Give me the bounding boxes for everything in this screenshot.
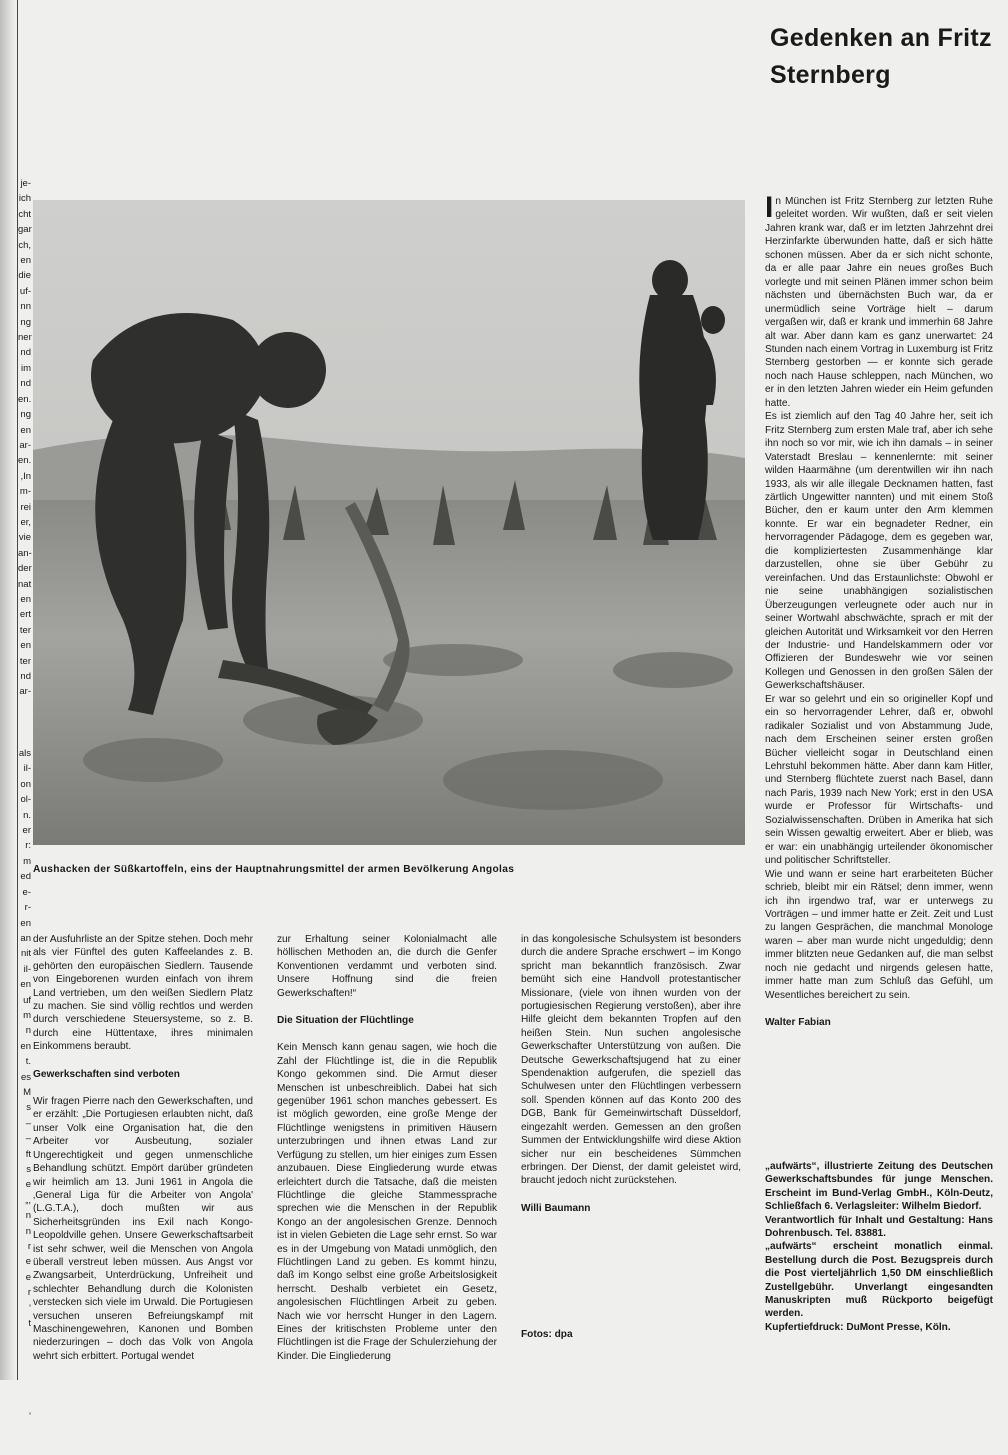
margin-fragment: ng [20, 316, 31, 328]
margin-fragment: an- [18, 547, 32, 559]
margin-fragment: er, [20, 516, 31, 528]
paragraph [765, 191, 993, 410]
margin-fragment: en [20, 424, 31, 436]
margin-fragment: r [27, 1241, 31, 1253]
paragraph: Kein Mensch kann genau sagen, wie hoch die Zahl der Flüchtlinge ist, die in die Republik Kongo gekommen sind. Die Armut dieser Menschen ist unbeschreiblich. Dabei hat sich gegenüber 1961 schon manches gebessert. Es ist möglich geworden, eine große Menge der Flüchtlinge wenigstens in primitiven Häusern unterzubringen und ihnen etwas Land zur Verfügung zu stellen, um hier einiges zum Essen anzubauen. Diese Eingliederung wurde etwas erleichtert durch die Tatsache, daß die meisten Flüchtlinge die gleiche Stammessprache sprechen wie die Menschen in der Republik Kongo an der angolesischen Grenze. Dennoch ist in vielen Gebieten die Lage sehr ernst. So war es in der Umgebung von Matadi unmöglich, den Flüchtlingen Land zu geben. Es kommt hinzu, daß im Kongo selbst eine große Arbeitslosigkeit herrscht. Deshalb verbietet ein Gesetz, angolesischen Flüchtlingen Arbeit zu geben. Nach wie vor herrscht Hunger in den Lagern. Eines der kritischsten Probleme unter den Flüchtlingen ist die Frage der Schulerziehung der Kinder. Die Eingliederung [277, 1042, 497, 1362]
margin-fragment: ,In [20, 470, 31, 482]
margin-fragment [18, 1378, 31, 1393]
imprint-line: Kupfertiefdruck: DuMont Presse, Köln. [765, 1321, 951, 1333]
margin-fragment: m [23, 855, 31, 867]
margin-fragment: en [20, 593, 31, 605]
margin-fragment: il- [23, 763, 31, 775]
photo-credit: Fotos: dpa [521, 1329, 573, 1340]
margin-fragment: n [25, 1025, 31, 1037]
margin-fragment: ol- [20, 794, 31, 806]
imprint-colophon [765, 1160, 993, 1334]
margin-fragment: M [23, 1086, 31, 1098]
paragraph: Es ist ziemlich auf den Tag 40 Jahre her, seit ich Fritz Sternberg zum ersten Male traf, aber ich sehe ihn noch so vor mir, wie ich ihn damals – in seiner Vaterstadt Breslau – kennenlernte: mit seiner wilden Haarmähne (um derentwillen wir ihn nach 1933, als wir alle illegale Decknamen hatten, fast zärtlich Ungewitter nannten) und mit einem Stoß Bücher, den er kaum unter den Arm klemmen konnte. Er war ein begnadeter Redner, ein hervorragender Pädagoge, dem es gegeben war, die kompliziertesten Zusammenhänge klar darzustellen, ohne sie über Gebühr zu vereinfachen. Und das Erstaunlichste: Obwohl er nie seine unabhängigen sozialistischen Überzeugungen verleugnete oder auch nur in seiner Wortwahl abschwächte, sprach er mit der gleichen Autorität und Wirksamkeit vor den Herren der Industrie- und Handelskammern oder vor Offizieren der Bundeswehr wie vor seinen Kollegen und Genossen in den großen Sälen der Gewerkschaftshäuser. [765, 411, 993, 692]
imprint-line: „aufwärts“ erscheint monatlich einmal. Bestellung durch die Post. Bezugspreis durch die Post vierteljährlich 1,50 DM einschließlich Zustellgebühr. Unverlangt eingesandten Manuskripten muß Rückporto beigefügt werden. [765, 1241, 993, 1320]
margin-fragment: n. [23, 809, 31, 821]
article-photo [33, 200, 745, 845]
author-signature: Walter Fabian [765, 1017, 831, 1029]
margin-fragment: s [26, 1164, 31, 1175]
margin-fragment: en [20, 1040, 31, 1052]
margin-fragment: on [20, 778, 31, 790]
margin-fragment: ' [29, 1302, 31, 1314]
margin-fragment [18, 1393, 31, 1408]
margin-fragment: er [22, 825, 31, 837]
margin-fragment: n [25, 1225, 31, 1237]
subheading: Die Situation der Flüchtlinge [277, 1015, 414, 1027]
paragraph: in das kongolesische Schulsystem ist besonders durch die andere Sprache erschwert – im Kongo spricht man bekanntlich französisch. Zwar bemüht sich eine Handvoll protestantischer Missionare, (viele von ihnen wurden von der portugiesischen Regierung verstoßen), aber ihre Hilfe gleicht dem bekannten Tropfen auf den heißen Stein. Nun suchen angolesische Gewerkschafter Unterstützung von außen. Die Deutsche Gewerkschaftsjugend hat zu einer Spendenaktion aufgerufen, die speziell das Schulwesen unter den Flüchtlingen verbessern soll. Spenden können auf das Konto 200 des DGB, Bank für Gemeinwirtschaft Düsseldorf, eingezahlt werden. Gemessen an den großen Summen der Entwicklungshilfe wird diese Aktion sicher nur ein bescheidenes Sümmchen erbringen. Der Dienst, der damit geleistet wird, braucht jedoch nicht zurückstehen. [521, 934, 741, 1187]
margin-fragment: r- [24, 902, 31, 914]
margin-fragment: nn [20, 301, 31, 313]
margin-fragment: il- [23, 963, 31, 975]
margin-fragment [18, 715, 31, 730]
margin-fragment: e [25, 1256, 31, 1268]
paragraph: Er war so gelehrt und ein so origineller Kopf und ein so hervorragender Lehrer, daß er, obwohl radikaler Sozialist und von Abstammung Jude, nach dem Erscheinen seiner ersten großen Bücher vielleicht sogar in Deutschland einen Lehrstuhl bekommen hätte. Aber dann kam Hitler, und Sternberg flüchtete zuerst nach Basel, dann nach Paris, 1939 nach New York; erst in den USA wurde er Professor für Wirtschafts- und Sozialwissenschaften. Drüben in Amerika hat sich sein Wissen gewaltig erweitert. Aber er blieb, was er war: ein unabhängig urteilender ökonomischer und politischer Schriftsteller. [765, 693, 993, 867]
margin-fragment: en. [18, 455, 32, 467]
margin-fragment: je- [20, 178, 31, 189]
photo-illustration [33, 200, 745, 845]
margin-fragment: uf- [19, 285, 31, 297]
paragraph: zur Erhaltung seiner Kolonialmacht alle höllischen Methoden an, die durch die Genfer Konventionen verdammt und verboten sind. Unsere Hoffnung sind die freien Gewerkschaften!“ [277, 934, 497, 999]
margin-fragment: nd [20, 347, 31, 359]
margin-fragment: an [20, 932, 31, 944]
imprint-line: Verantwortlich für Inhalt und Gestaltung: Hans Dohrenbusch. Tel. 83881. [765, 1214, 993, 1240]
margin-fragment: gar [18, 224, 32, 236]
margin-fragment: ed [20, 871, 31, 883]
margin-fragment [18, 1362, 31, 1377]
paragraph: Wir fragen Pierre nach den Gewerkschaften, und er erzählt: „Die Portugiesen erlaubten nicht, daß unser Volk eine Organisation hat, die den Arbeiter vor Ausbeutung, sozialer Ungerechtigkeit und gegen unmenschliche Behandlung schützt. Empört darüber gründeten wir heimlich am 13. Juni 1961 in Angola die ‚General Liga für die Arbeiter von Angola' (L.G.T.A.), doch mußten wir aus Sicherheitsgründen ins Exil nach Kongo-Leopoldville gehen. Unsere Gewerkschaftsarbeit ist sehr schwer, weil die Menschen von Angola überall verstreut leben müssen. Aus Angst vor Zwangsarbeit, Unterdrückung, Unfreiheit und schlechter Behandlung durch die Kolonisten verstecken sich viele im Urwald. Die Portugiesen versuchen unseren Befreiungskampf mit Maschinengewehren, Kanonen und Bomben niederzuringen – doch das Volk von Angola wehrt sich erbittert. Portugal wendet [33, 1096, 253, 1362]
adjacent-page-margin [17, 0, 32, 1422]
margin-fragment: ft [25, 1148, 31, 1160]
margin-fragment: t [28, 1318, 31, 1330]
imprint-line: „aufwärts“, illustrierte Zeitung des Deutschen Gewerkschaftsbundes für junge Menschen. Erscheint im Bund-Verlag GmbH., Köln-Deutz, Schließfach 6. Verlagsleiter: Wilhelm Biedorf. [765, 1161, 993, 1213]
margin-fragment: t. [25, 1056, 31, 1068]
margin-fragment: ich [18, 193, 31, 205]
paragraph: Wie und wann er seine hart erarbeiteten Bücher schrieb, bleibt mir ein Rätsel; denn immer, wenn ich ihn irgendwo traf, war er unterwegs zu Vorträgen – und immer hatte er Zeit. Zeit und Lust zu langen Gesprächen, die manchmal Monologe waren – aber man wurde nicht ungeduldig; denn immer blitzten neue Gedanken auf, die man selbst noch nie gedacht und nirgends gelesen hatte, immer hatte man zum Schluß das Gefühl, um Wesentliches bereichert zu sein. [765, 868, 993, 1001]
margin-fragment: m [23, 1009, 31, 1021]
margin-fragment [18, 700, 31, 715]
article-column-3 [521, 933, 741, 1215]
margin-fragment: cht [18, 208, 31, 220]
margin-fragment: e [25, 1179, 31, 1191]
margin-fragment: en. [18, 393, 32, 405]
margin-fragment: rei [20, 501, 31, 513]
margin-fragment: uf [23, 994, 31, 1006]
margin-fragment: es [20, 1071, 31, 1083]
margin-fragment [18, 1331, 31, 1346]
margin-fragment: s [26, 1102, 31, 1114]
margin-fragment [18, 1424, 31, 1439]
margin-fragment: – [25, 1133, 31, 1145]
article-column-1 [33, 933, 253, 1363]
margin-fragment [18, 1347, 31, 1362]
margin-fragment: als [18, 748, 31, 760]
margin-fragment: r: [25, 840, 31, 852]
margin-fragment: im [20, 362, 31, 374]
margin-fragment: e [25, 1271, 31, 1283]
margin-fragment: ch, [18, 239, 31, 251]
margin-fragment: ' [29, 1410, 31, 1422]
margin-fragment: r [27, 1287, 31, 1299]
margin-fragment: en [20, 979, 31, 991]
margin-fragment: ert [19, 609, 31, 621]
margin-fragment: en [20, 255, 31, 267]
margin-fragment [18, 1439, 31, 1454]
drop-cap: I [765, 191, 774, 224]
margin-fragment: nd [20, 378, 31, 390]
margin-fragment: der [18, 563, 32, 575]
margin-fragment: „, [25, 1194, 31, 1206]
margin-fragment: die [18, 270, 31, 282]
margin-fragment: nd [20, 671, 31, 682]
margin-fragment: ner [18, 332, 32, 344]
margin-fragment: ter [19, 624, 31, 636]
paragraph: der Ausfuhrliste an der Spitze stehen. Doch mehr als vier Fünftel des guten Kaffeelandes z. B. gehörten den europäischen Siedlern. Tausende von Eingeborenen wurden einfach von ihrem Land vertrieben, um den weißen Siedlern Platz zu machen. Sie sind völlig rechtlos und werden durch verschiedene Steuersysteme, so z. B. durch eine Hüttentaxe, ihres minimalen Einkommens beraubt. [33, 934, 253, 1053]
subheading: Gewerkschaften sind verboten [33, 1068, 180, 1080]
photo-caption: Aushacken der Süßkartoffeln, eins der Hauptnahrungsmittel der armen Bevölkerung Angolas [33, 864, 515, 875]
margin-fragment: en [20, 917, 31, 929]
obituary-column [765, 191, 993, 1030]
paragraph-text: n München ist Fritz Sternberg zur letzten Ruhe geleitet worden. Wir wußten, daß er seit vielen Jahren krank war, daß er im letzten Jahrzehnt drei Herzinfarkte überwunden hatte, daß er sich hätte schonen müssen. Aber da er sich nicht schonte, da er alle paar Jahre ein neues großes Buch vorlegte und mit seinen Plänen immer schon beim nächsten und übernächsten Buch war, da er unermüdlich seine Vorträge hielt – darum vergaßen wir, daß er krank und immerhin 68 Jahre alt war. Aber dann kam es ganz unerwartet: 24 Stunden nach einem Vortrag in Luxemburg ist Fritz Sternberg gestorben — er konnte sich gerade noch nach Hause schleppen, nach München, wo er in den letzten Jahren wieder ein Heim gefunden hatte. [765, 196, 993, 409]
margin-fragment: ar- [19, 439, 31, 451]
margin-fragment: – [25, 1117, 31, 1129]
margin-fragment: nat [18, 578, 32, 590]
margin-fragment: vie [18, 532, 31, 544]
margin-fragment: ar- [19, 686, 31, 698]
margin-text-fragments [18, 0, 32, 1455]
margin-fragment [18, 731, 31, 746]
article-title: Gedenken an Fritz Sternberg [770, 24, 992, 89]
margin-fragment: ng [20, 409, 31, 421]
margin-fragment: n [25, 1210, 31, 1222]
margin-fragment: nit [20, 948, 31, 960]
margin-fragment: en [20, 640, 31, 652]
author-signature: Willi Baumann [521, 1202, 591, 1214]
margin-fragment: ter [19, 655, 31, 667]
margin-fragment: e- [22, 886, 31, 898]
margin-fragment: m- [19, 486, 31, 498]
page-gutter-shadow [0, 0, 16, 1380]
article-column-2 [277, 933, 497, 1363]
